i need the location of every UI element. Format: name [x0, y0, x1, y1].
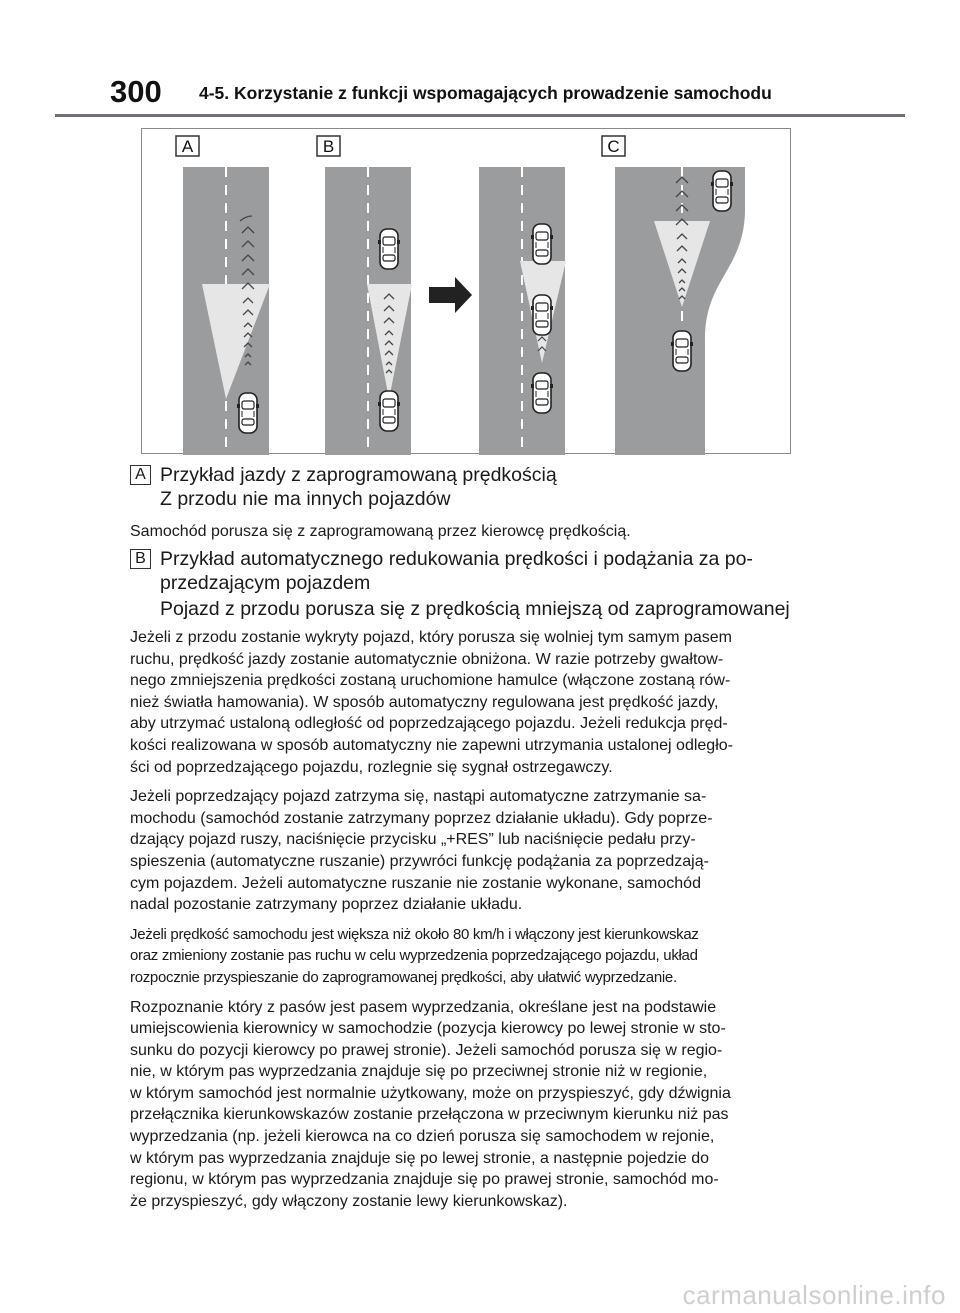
section-b [130, 547, 800, 1212]
text-line: sunku do pozycji kierowcy po prawej stronie). Jeżeli samochód porusza się w regio- [130, 1041, 723, 1059]
page-header [0, 0, 960, 120]
text-line: Jeżeli z przodu zostanie wykryty pojazd, który porusza się wolniej tym samym pasem [130, 629, 732, 646]
text-line: dzający pojazd ruszy, naciśnięcie przycisku „+RES” lub naciśnięcie pedału przy- [130, 831, 696, 849]
text-line: kości realizowana w sposób automatyczny nie zapewni utrzymania ustalonej odległo- [130, 736, 733, 754]
text-line: Jeżeli poprzedzający pojazd zatrzyma się, nastąpi automatyczne zatrzymanie sa- [130, 788, 707, 806]
text-line: spieszenia (automatyczne ruszanie) przywróci funkcję podążania za poprzedzają- [130, 852, 709, 870]
ego-car-a [237, 393, 259, 433]
text-line: Jeżeli prędkość samochodu jest większa niż około 80 km/h i włączony jest kierunkowskaz [130, 925, 699, 943]
text-line: Rozpoznanie który z pasów jest pasem wyprzedzania, określane jest na podstawie [130, 998, 717, 1016]
text-line: przełącznika kierunkowskazów zostanie przełączona w przeciwnym kierunku niż pas [130, 1106, 729, 1124]
mid-car-b2 [531, 295, 553, 335]
svg-text:A: A [181, 137, 194, 156]
section-a-subtitle: Z przodu nie ma innych pojazdów [160, 488, 451, 510]
lead-car-b2 [531, 224, 553, 264]
text-line: nego zmniejszenia prędkości zostaną uruchomione hamulce (włączone zostaną rów- [130, 672, 731, 690]
panel-label-b [317, 136, 340, 156]
section-b-subtitle: Pojazd z przodu porusza się z prędkością mniejszą od zaprogramowanej [160, 598, 790, 620]
chapter-title: 4-5. Korzystanie z funkcji wspomagających prowadzenie samochodu [199, 83, 772, 103]
section-b-title-line1: Przykład automatycznego redukowania prędkości i podążania za po- [160, 548, 753, 570]
text-line: mochodu (samochód zostanie zatrzymany poprzez działanie układu). Gdy poprze- [130, 809, 713, 827]
paragraph [130, 786, 800, 916]
ego-car-c [671, 331, 693, 371]
ego-car-b2 [531, 373, 553, 413]
text-line: regionu, w którym pas wyprzedzania znajduje się po prawej stronie, samochód mo- [130, 1171, 719, 1189]
panel-b2-road [479, 167, 566, 455]
section-b-box: B [130, 549, 151, 569]
text-line: nie, w którym pas wyprzedzania znajduje się po przeciwnej stronie niż w regionie, [130, 1063, 708, 1081]
text-line: nadal pozostanie zatrzymany poprzez działanie układu. [130, 896, 523, 914]
paragraph [130, 997, 800, 1213]
text-line: w którym pas wyprzedzania znajduje się po lewej stronie, a następnie pojedzie do [130, 1149, 709, 1167]
text-line: że przyspieszyć, gdy włączony zostanie lewy kierunkowskaz). [130, 1192, 568, 1210]
acc-illustration [141, 128, 791, 454]
paragraph [130, 627, 800, 778]
section-a [130, 463, 800, 543]
svg-text:C: C [607, 137, 620, 156]
section-a-body: Samochód porusza się z zaprogramowaną przez kierowcę prędkością. [130, 523, 631, 540]
section-a-heading [130, 463, 800, 487]
paragraph [130, 924, 800, 989]
page-number: 300 [110, 74, 162, 109]
text-line: aby utrzymać ustaloną odległość od poprzedzającego pojazdu. Jeżeli redukcja pręd- [130, 715, 728, 733]
arrow-icon [429, 277, 472, 313]
lead-car-b [378, 229, 400, 269]
text-line: umiejscowienia kierownicy w samochodzie (pozycja kierowcy po lewej stronie w sto- [130, 1020, 726, 1038]
section-b-paragraphs [130, 627, 800, 1212]
text-line: oraz zmieniony zostanie pas ruchu w celu wyprzedzenia poprzedzającego pojazdu, układ [130, 947, 698, 965]
panel-c-road [615, 167, 745, 455]
section-b-title-line2: przedzającym pojazdem [160, 572, 371, 594]
text-line: ruchu, prędkość jazdy zostanie automatycznie obniżona. W razie potrzeby gwałtow- [130, 650, 724, 668]
header-divider [55, 114, 905, 117]
text-line: wyprzedzania (np. jeżeli kierowca na co dzień porusza się samochodem w rejonie, [130, 1128, 715, 1146]
text-line: cym pojazdem. Jeżeli automatyczne ruszanie nie zostanie wykonane, samochód [130, 874, 701, 892]
svg-text:B: B [322, 137, 335, 156]
section-b-heading [130, 547, 800, 571]
passing-car-c [711, 171, 733, 211]
text-line: w którym samochód jest normalnie użytkowany, może on przyspieszyć, gdy dźwignia [130, 1084, 731, 1102]
text-line: rozpocznie przyspieszanie do zaprogramowanej prędkości, aby ułatwić wyprzedzanie. [130, 968, 677, 986]
panel-a-road [183, 167, 270, 455]
section-a-box: A [130, 465, 151, 485]
text-line: ści od poprzedzającego pojazdu, rozlegnie się sygnał ostrzegawczy. [130, 758, 613, 776]
text-line: nież światła hamowania). W sposób automatyczny regulowana jest prędkość jazdy, [130, 693, 719, 711]
section-a-title: Przykład jazdy z zaprogramowaną prędkością [160, 464, 557, 486]
panel-label-a [176, 136, 199, 156]
ego-car-b [378, 391, 400, 431]
panel-label-c [602, 136, 625, 156]
watermark-url: carmanualsonline.info [682, 1280, 946, 1310]
panel-b-road [325, 167, 412, 455]
